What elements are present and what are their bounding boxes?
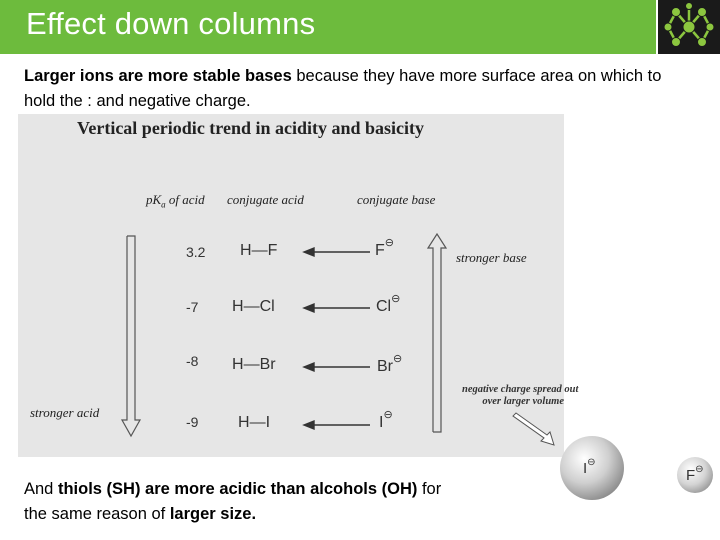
charge-icon: ⊖: [393, 353, 403, 365]
conjugate-acid: H—Br: [232, 356, 276, 373]
large-ion-label: I⊖: [583, 457, 596, 477]
slide-title: Effect down columns: [26, 6, 316, 41]
pka-value: -7: [186, 299, 199, 315]
conjugate-base: Cl⊖: [376, 293, 401, 315]
stronger-acid-label: stronger acid: [30, 405, 100, 420]
charge-icon: ⊖: [384, 237, 394, 249]
charge-icon: ⊖: [587, 457, 596, 468]
title-bar: [0, 0, 656, 54]
bottom-paragraph: And thiols (SH) are more acidic than alcohols (OH) for the same reason of larger size.: [24, 480, 442, 523]
charge-icon: ⊖: [391, 293, 401, 305]
header-pka: $pK_a$ of acid: [146, 192, 205, 210]
stronger-base-label: stronger base: [456, 250, 527, 265]
pka-value: -9: [186, 414, 199, 430]
header-conjugate-acid: conjugate acid: [227, 192, 304, 207]
header-conjugate-base: conjugate base: [357, 192, 436, 207]
pka-value: 3.2: [186, 244, 206, 260]
small-ion-label: F⊖: [686, 464, 704, 484]
charge-icon: ⊖: [383, 409, 393, 421]
charge-icon: ⊖: [695, 464, 704, 475]
intro-bold: Larger ions are more stable bases: [24, 67, 292, 85]
conjugate-base: I⊖: [379, 409, 393, 431]
conjugate-acid: H—F: [240, 242, 278, 259]
arrow-up-icon: [428, 234, 446, 432]
pointer-arrow-icon: [513, 413, 554, 445]
intro-rest: because they have more surface area on which to hold the : and negative charge.: [24, 67, 662, 110]
arrow-down-icon: [122, 236, 140, 436]
pka-value: -8: [186, 353, 199, 369]
conjugate-acid: H—I: [238, 414, 271, 431]
intro-paragraph: [24, 64, 684, 114]
logo-box: [658, 0, 720, 54]
illustration-caption: negative charge spread out over larger volume: [462, 384, 579, 407]
conjugate-base: Br⊖: [377, 353, 403, 375]
figure-title: Vertical periodic trend in acidity and basicity: [77, 118, 425, 138]
conjugate-base: F⊖: [375, 237, 394, 259]
conjugate-acid: H—Cl: [232, 298, 275, 315]
molecule-icon: [658, 0, 720, 54]
